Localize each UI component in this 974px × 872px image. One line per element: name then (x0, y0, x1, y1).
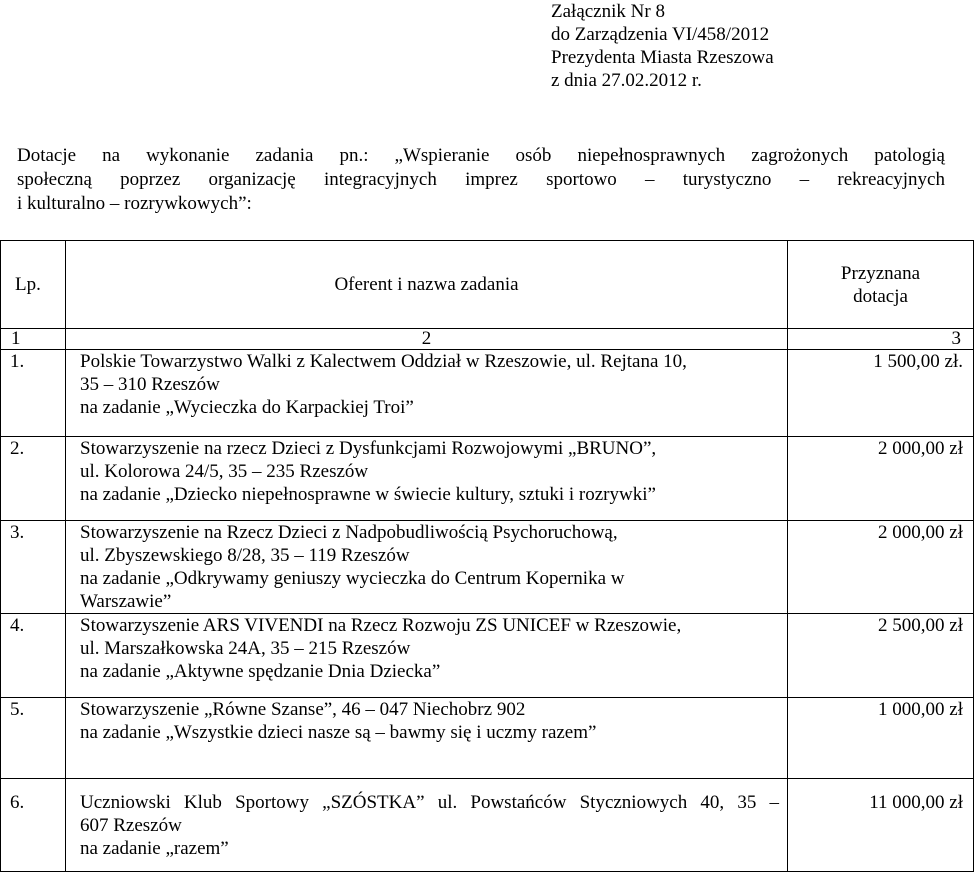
header-lp: Lp. (1, 241, 66, 329)
row-line: na zadanie „Aktywne spędzanie Dnia Dziecka” (80, 661, 441, 682)
table-row (1, 779, 974, 872)
grants-table (0, 240, 974, 872)
row-applicant (66, 350, 788, 437)
table-row (1, 350, 974, 437)
intro-paragraph (17, 144, 945, 216)
column-number-row (1, 329, 974, 350)
row-applicant (66, 614, 788, 698)
row-amount-cell (788, 779, 974, 872)
row-lp-label: 6. (10, 792, 25, 813)
header-name: Oferent i nazwa zadania (66, 241, 788, 329)
row-line: 35 – 310 Rzeszów (80, 374, 220, 395)
column-number: 3 (788, 329, 974, 350)
row-line: ul. Zbyszewskiego 8/28, 35 – 119 Rzeszów (80, 545, 410, 566)
row-line: na zadanie „Wszystkie dzieci nasze są – bawmy się i uczmy razem” (80, 722, 597, 743)
table-row (1, 698, 974, 779)
column-number: 2 (66, 329, 788, 350)
document-header (551, 0, 951, 92)
row-line: ul. Marszałkowska 24A, 35 – 215 Rzeszów (80, 638, 411, 659)
row-applicant (66, 698, 788, 779)
header-amount-line: Przyznana (840, 262, 921, 284)
header-amount (788, 241, 974, 329)
row-amount: 2 000,00 zł (788, 437, 974, 521)
intro-line: i kulturalno – rozrywkowych”: (17, 193, 252, 214)
row-amount: 2 500,00 zł (788, 614, 974, 698)
table-row (1, 437, 974, 521)
header-date: z dnia 27.02.2012 r. (551, 70, 702, 91)
row-amount: 11 000,00 zł (869, 792, 963, 813)
row-line: Stowarzyszenie na Rzecz Dzieci z Nadpobudliwością Psychoruchową, (80, 522, 618, 543)
column-number: 1 (1, 329, 66, 350)
row-line: na zadanie „Wycieczka do Karpackiej Troi” (80, 397, 414, 418)
row-lp (1, 779, 66, 872)
row-amount: 1 500,00 zł. (788, 350, 974, 437)
row-line: Stowarzyszenie ARS VIVENDI na Rzecz Rozwoju ZS UNICEF w Rzeszowie, (80, 615, 682, 636)
row-amount: 2 000,00 zł (788, 521, 974, 614)
table-row (1, 614, 974, 698)
row-line: na zadanie „razem” (80, 838, 229, 859)
row-line: Uczniowski Klub Sportowy „SZÓSTKA” ul. Powstańców Styczniowych 40, 35 – (80, 792, 779, 813)
row-lp: 3. (1, 521, 66, 614)
table-row (1, 521, 974, 614)
header-annex-number: Załącznik Nr 8 (551, 1, 665, 22)
row-line: Polskie Towarzystwo Walki z Kalectwem Oddział w Rzeszowie, ul. Rejtana 10, (80, 351, 687, 372)
header-issuer: Prezydenta Miasta Rzeszowa (551, 47, 774, 68)
row-line: Warszawie” (80, 591, 172, 612)
row-amount: 1 000,00 zł (788, 698, 974, 779)
row-lp: 5. (1, 698, 66, 779)
header-amount-line: dotacja (853, 285, 908, 307)
row-lp: 4. (1, 614, 66, 698)
row-applicant (66, 521, 788, 614)
intro-line: Dotacje na wykonanie zadania pn.: „Wspieranie osób niepełnosprawnych zagrożonych patologią (17, 145, 945, 166)
row-lp: 1. (1, 350, 66, 437)
row-applicant (66, 437, 788, 521)
row-line: ul. Kolorowa 24/5, 35 – 235 Rzeszów (80, 461, 369, 482)
row-line: na zadanie „Dziecko niepełnosprawne w świecie kultury, sztuki i rozrywki” (80, 484, 656, 505)
row-line: Stowarzyszenie na rzecz Dzieci z Dysfunkcjami Rozwojowymi „BRUNO”, (80, 438, 657, 459)
row-applicant (66, 779, 788, 872)
row-line: na zadanie „Odkrywamy geniuszy wycieczka do Centrum Kopernika w (80, 568, 625, 589)
row-line: Stowarzyszenie „Równe Szanse”, 46 – 047 Niechobrz 902 (80, 699, 526, 720)
row-line: 607 Rzeszów (80, 815, 182, 836)
table-header-row (1, 241, 974, 329)
header-ordinance: do Zarządzenia VI/458/2012 (551, 24, 770, 45)
row-lp: 2. (1, 437, 66, 521)
intro-line: społeczną poprzez organizację integracyjnych imprez sportowo – turystyczno – rekreacyjnych (17, 169, 945, 190)
